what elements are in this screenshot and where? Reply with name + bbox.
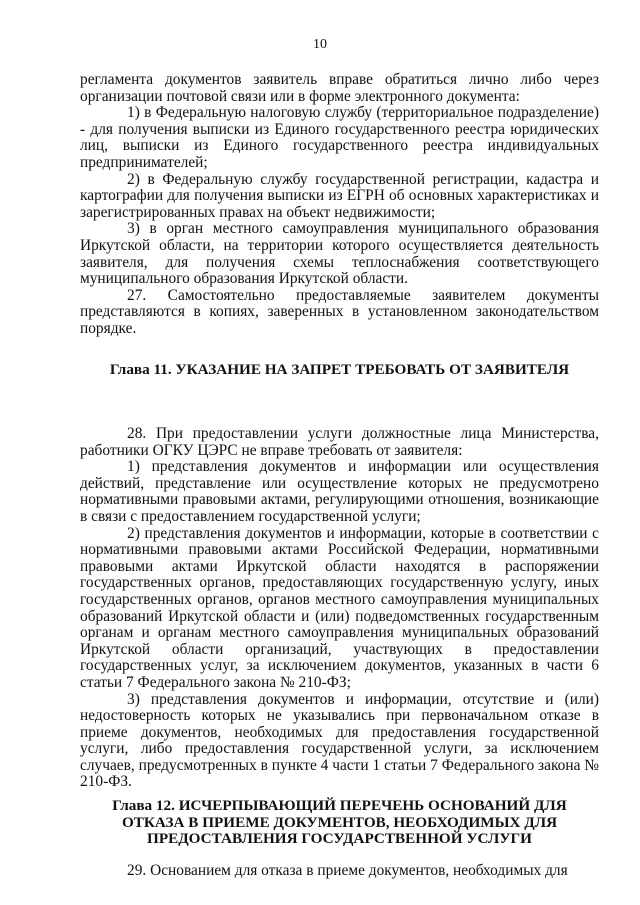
- chapter-11-title: Глава 11. УКАЗАНИЕ НА ЗАПРЕТ ТРЕБОВАТЬ ОТ ЗАЯВИТЕЛЯ: [109, 361, 570, 378]
- chapter-12-title-line-3: ПРЕДОСТАВЛЕНИЯ ГОСУДАРСТВЕННОЙ УСЛУГИ: [147, 830, 532, 848]
- paragraph: 1) представления документов и информации или осуществления действий, представление или осуществление которых не предусмотрено нормативными правовыми актами, регулирующими отношения, возникающие в связи с предоставлением государственной услуги;: [80, 458, 599, 525]
- paragraph: 2) в Федеральную службу государственной регистрации, кадастра и картографии для получения выписки из ЕГРН об основных характеристиках и зарегистрированных правах на объект недвижимости;: [80, 170, 599, 221]
- paragraph: 29. Основанием для отказа в приеме документов, необходимых для: [127, 862, 568, 879]
- paragraph: 27. Самостоятельно предоставляемые заявителем документы представляются в копиях, заверенных в установленном законодательством порядке.: [80, 286, 599, 337]
- chapter-11-heading: [80, 362, 599, 379]
- paragraph: 2) представления документов и информации, которые в соответствии с нормативными правовыми актами Российской Федерации, нормативными правовыми актами Иркутской области находятся в распоряжении государственных органов, предоставляющих государственную услугу, иных государственных органов, органов местного самоуправления муниципальных образований Иркутской области и (или) подведомственных государственным органам и органам местного самоуправления муниципальных образований Иркутской области организаций, участвующих в предоставлении государственных услуг, за исключением документов, указанных в части 6 статьи 7 Федерального закона № 210-ФЗ;: [80, 524, 599, 691]
- chapter-12-title-line-2: ОТКАЗА В ПРИЕМЕ ДОКУМЕНТОВ, НЕОБХОДИМЫХ ДЛЯ: [121, 813, 558, 831]
- paragraph: 3) представления документов и информации, отсутствие и (или) недостоверность которых не указывались при первоначальном отказе в приеме документов, необходимых для предоставления государственной услуги, либо предоставления государственной услуги, за исключением случаев, предусмотренных в пункте 4 части 1 статьи 7 Федерального закона № 210-ФЗ.: [80, 690, 599, 791]
- text-block-middle: [80, 426, 599, 791]
- page-number: 10: [313, 37, 327, 52]
- chapter-12-heading: [80, 798, 599, 848]
- chapter-12-title-line-1: Глава 12. ИСЧЕРПЫВАЮЩИЙ ПЕРЕЧЕНЬ ОСНОВАНИЙ ДЛЯ: [112, 797, 567, 814]
- paragraph: 1) в Федеральную налоговую службу (территориальное подразделение) - для получения выписки из Единого государственного реестра юридических лиц, выписки из Единого государственного реестра индивидуальных предпринимателей;: [80, 104, 599, 171]
- paragraph: регламента документов заявитель вправе обратиться лично либо через организации почтовой связи или в форме электронного документа:: [80, 71, 599, 105]
- text-block-top: [80, 72, 599, 338]
- text-block-bottom: [80, 863, 599, 880]
- paragraph: 3) в орган местного самоуправления муниципального образования Иркутской области, на территории которого осуществляется деятельность заявителя, для получения схемы теплоснабжения соответствующего муниципального образования Иркутской области.: [80, 220, 599, 288]
- paragraph: 28. При предоставлении услуги должностные лица Министерства, работники ОГКУ ЦЭРС не вправе требовать от заявителя:: [80, 425, 599, 459]
